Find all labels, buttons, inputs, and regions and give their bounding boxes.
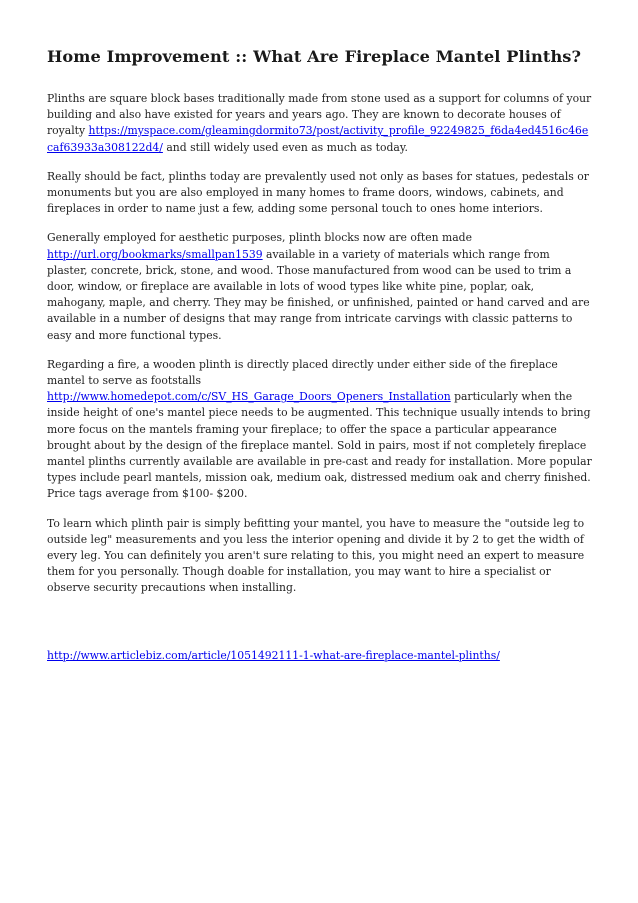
paragraph-1 [47, 91, 592, 156]
page-title: Home Improvement :: What Are Fireplace Mantel Plinths? [47, 47, 582, 66]
paragraph-4-text-after: particularly when the inside height of one's mantel piece needs to be augmented. This technique usually intends to bring more focus on the mantels framing your fireplace; to offer the space a particular appearance brought about by the design of the fireplace mantel. Sold in pairs, most if not completely fireplace mantel plinths currently available are available in pre-cast and ready for installation. More popular types include pearl mantels, mission oak, medium oak, distressed medium oak and cherry finished. Price tags average from $100- $200. [47, 390, 592, 501]
homedepot-link[interactable]: http://www.homedepot.com/c/SV_HS_Garage_Doors_Openers_Installation [47, 390, 451, 404]
document-page [47, 46, 592, 677]
paragraph-4 [47, 357, 592, 503]
articlebiz-source-link[interactable]: http://www.articlebiz.com/article/1051492111-1-what-are-fireplace-mantel-plinths/ [47, 648, 500, 662]
section-spacer [47, 610, 592, 648]
paragraph-4-text-before: Regarding a fire, a wooden plinth is directly placed directly under either side of the fireplace mantel to serve as footstalls [47, 357, 558, 388]
paragraph-3-text-before: Generally employed for aesthetic purposes, plinth blocks now are often made [47, 231, 472, 245]
paragraph-1-text-after: and still widely used even as much as today. [162, 140, 408, 154]
paragraph-5: To learn which plinth pair is simply befitting your mantel, you have to measure the "outside leg to outside leg" measurements and you less the interior opening and divide it by 2 to get the width of every leg. You can definitely you aren't sure relating to this, you might need an expert to measure them for you personally. Though doable for installation, you may want to hire a specialist or observe security precautions when installing. [47, 516, 585, 595]
url-org-bookmark-link[interactable]: http://url.org/bookmarks/smallpan1539 [47, 247, 263, 261]
paragraph-1-text-before: Plinths are square block bases traditionally made from stone used as a support for columns of your building and also have existed for years and years ago. They are known to decorate houses of royalty [47, 92, 592, 138]
paragraph-3-text-after: available in a variety of materials which range from plaster, concrete, brick, stone, and wood. Those manufactured from wood can be used to trim a door, window, or fireplace are available in lots of wood types like white pine, poplar, oak, mahogany, maple, and cherry. They may be finished, or unfinished, painted or hand carved and are available in a number of designs that may range from intricate carvings with classic patterns to easy and more functional types. [47, 247, 590, 342]
paragraph-3 [47, 230, 592, 343]
paragraph-2: Really should be fact, plinths today are prevalently used not only as bases for statues, pedestals or monuments but you are also employed in many homes to frame doors, windows, cabinets, and fireplaces in order to name just a few, adding some personal touch to ones home interiors. [47, 169, 589, 216]
myspace-link[interactable]: https://myspace.com/gleamingdormito73/post/activity_profile_92249825_f6da4ed4516c46ecaf63933a308122d4/ [47, 124, 589, 154]
source-paragraph [47, 648, 592, 664]
